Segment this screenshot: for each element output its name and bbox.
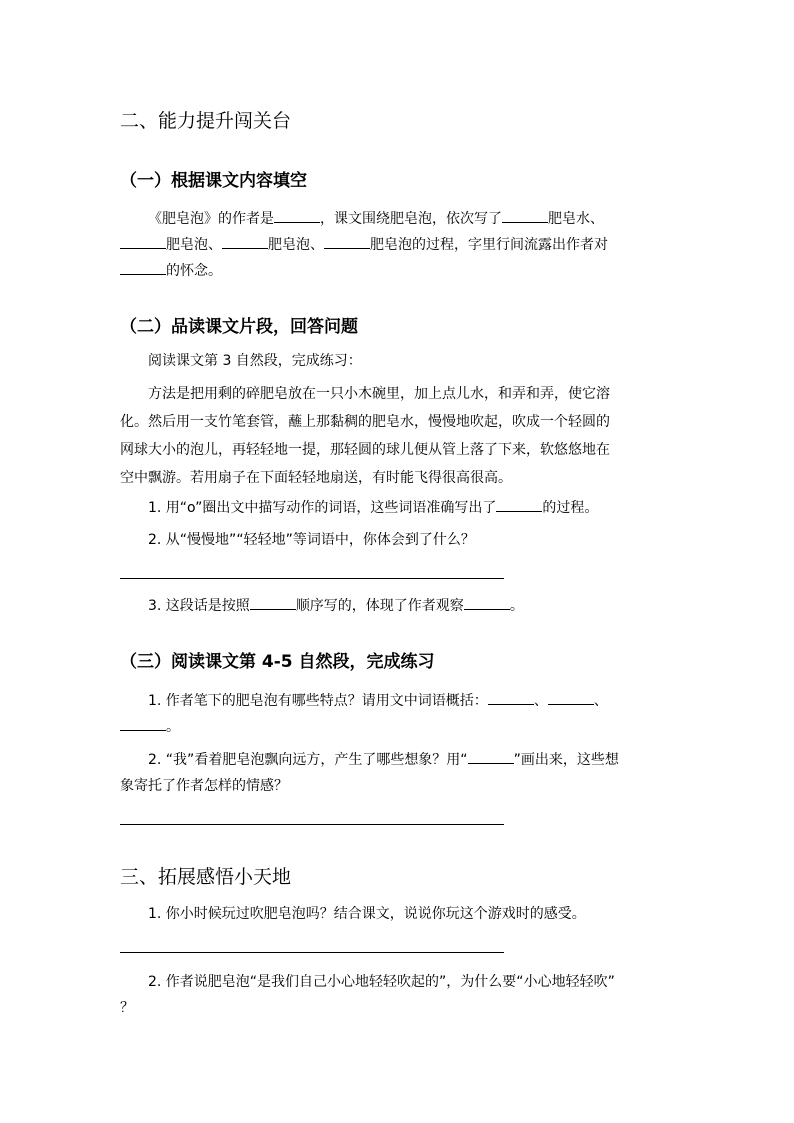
part-2-question-3: [148, 592, 524, 620]
passage-line: 方法是把用剩的碎肥皂放在一只小木碗里，加上点儿水，和弄和弄，使它溶: [148, 386, 610, 402]
section-3-question-1: 1. 你小时候玩过吹肥皂泡吗？结合课文，说说你玩这个游戏时的感受。: [148, 906, 586, 922]
part-3-question-1-cont: [120, 713, 180, 741]
text: 。: [166, 719, 180, 735]
blank[interactable]: [120, 715, 166, 731]
fill-line-2: [120, 231, 608, 259]
part-3-question-1: [148, 687, 608, 715]
text: 肥皂水、: [548, 211, 604, 227]
passage-line: 化。然后用一支竹笔套管，蘸上那黏稠的肥皂水，慢慢地吹起，吹成一个轻圆的: [120, 414, 610, 430]
text: 、: [593, 693, 608, 709]
blank[interactable]: [274, 207, 320, 223]
blank[interactable]: [120, 233, 166, 249]
fill-line-3: [120, 257, 222, 285]
section-3-question-2-cont: ？: [120, 1000, 134, 1016]
text: 顺序写的，体现了作者观察: [295, 598, 464, 614]
part-3-question-2-cont: 象寄托了作者怎样的情感？: [120, 778, 288, 794]
section-3-title: 三、拓展感悟小天地: [120, 866, 292, 888]
text: 2. “我”看着肥皂泡飘向远方，产生了哪些想象？用“: [148, 752, 468, 768]
text: 肥皂泡的过程，字里行间流露出作者对: [370, 237, 608, 253]
blank[interactable]: [488, 689, 534, 705]
answer-line[interactable]: [120, 952, 504, 953]
text: 的怀念。: [166, 263, 222, 279]
blank[interactable]: [120, 259, 166, 275]
text: 肥皂泡、: [166, 237, 222, 253]
text: 1. 作者笔下的肥皂泡有哪些特点？请用文中词语概括：: [148, 693, 488, 709]
blank[interactable]: [502, 207, 548, 223]
passage-line: 网球大小的泡儿，再轻轻地一提，那轻圆的球儿便从管上落了下来，软悠悠地在: [120, 442, 610, 458]
blank[interactable]: [324, 233, 370, 249]
blank[interactable]: [496, 496, 542, 512]
blank[interactable]: [250, 594, 296, 610]
text: 的过程。: [542, 500, 599, 516]
text: 1. 用“o”圈出文中描写动作的词语，这些词语准确写出了: [148, 500, 497, 516]
part-2-question-1: [148, 494, 598, 522]
part-2-title: （二）品读课文片段，回答问题: [120, 317, 358, 337]
blank[interactable]: [464, 594, 510, 610]
text: ，课文围绕肥皂泡，依次写了: [320, 211, 502, 227]
answer-line[interactable]: [120, 578, 504, 579]
text: 、: [533, 693, 548, 709]
blank[interactable]: [222, 233, 268, 249]
passage-line: 空中飘游。若用扇子在下面轻轻地扇送，有时能飞得很高很高。: [120, 470, 512, 486]
section-3-question-2: 2. 作者说肥皂泡“是我们自己小心地轻轻吹起的”，为什么要“小心地轻轻吹”: [148, 974, 615, 990]
part-2-instruction: 阅读课文第 3 自然段，完成练习：: [148, 353, 362, 369]
section-2-title: 二、能力提升闯关台: [120, 110, 292, 132]
part-3-title: （三）阅读课文第 4-5 自然段，完成练习: [120, 652, 435, 672]
text: ”画出来，这些想: [513, 752, 619, 768]
blank[interactable]: [468, 748, 514, 764]
text: 3. 这段话是按照: [148, 598, 250, 614]
blank[interactable]: [548, 689, 594, 705]
part-1-title: （一）根据课文内容填空: [120, 171, 307, 191]
fill-line-1: [148, 205, 604, 233]
text: 。: [509, 598, 524, 614]
text: 肥皂泡、: [268, 237, 324, 253]
part-2-question-2: 2. 从“慢慢地”“轻轻地”等词语中，你体会到了什么？: [148, 532, 475, 548]
part-3-question-2: [148, 746, 619, 774]
text: 《肥皂泡》的作者是: [148, 211, 274, 227]
answer-line[interactable]: [120, 824, 504, 825]
